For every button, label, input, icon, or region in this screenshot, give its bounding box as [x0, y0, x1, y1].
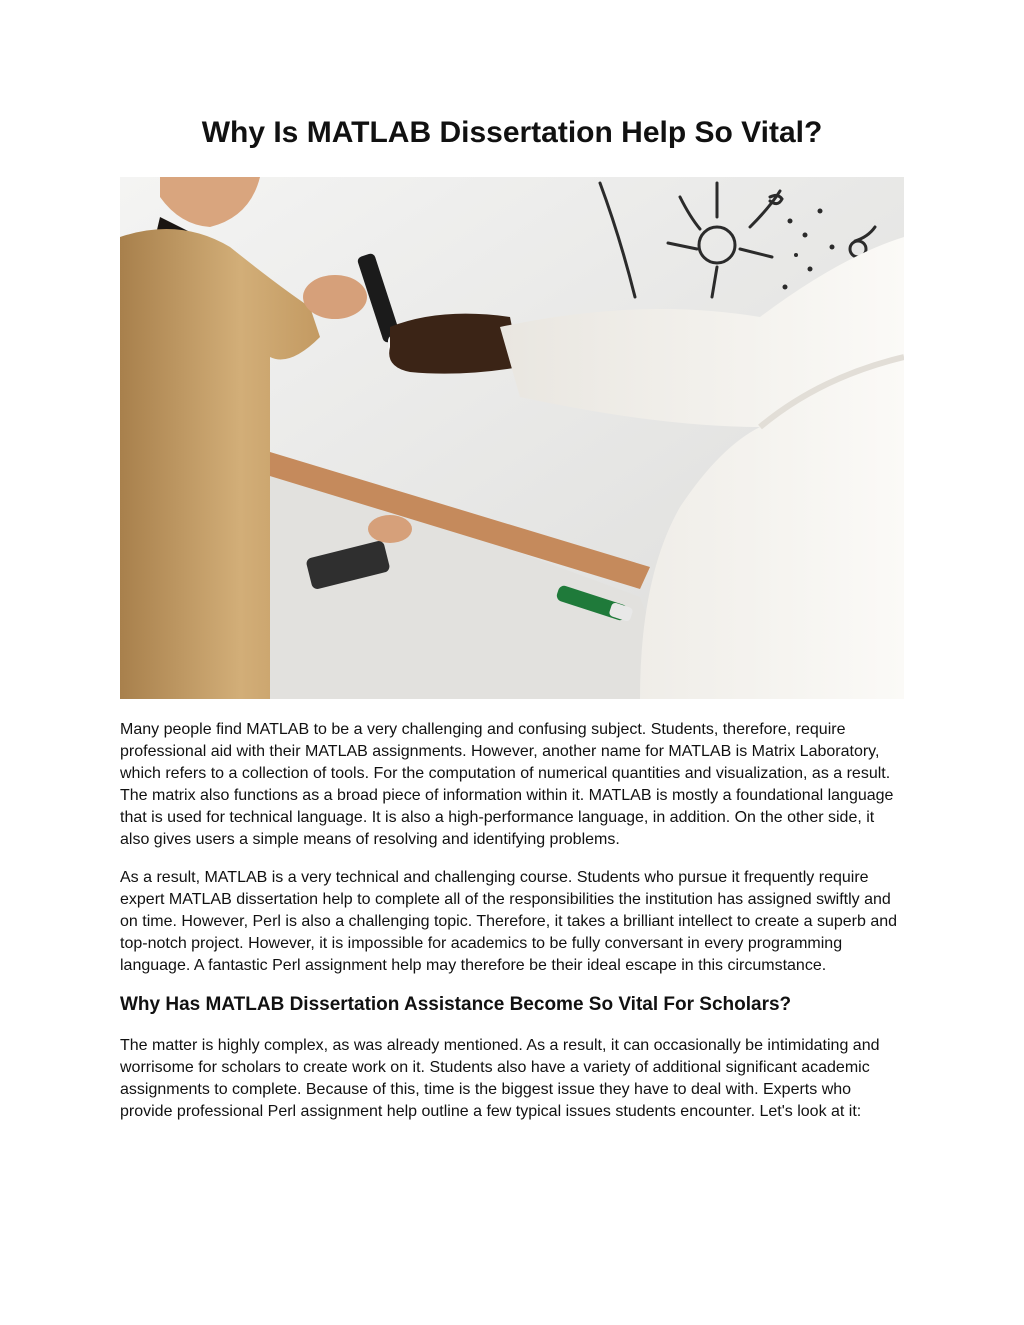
paragraph-complexity: The matter is highly complex, as was already mentioned. As a result, it can occasionally be intimidating and worrisome for scholars to create work on it. Students also have a variety of additional significant academic assignments to complete. Because of this, time is the biggest issue they have to deal with. Experts who provide professional Perl assignment help outline a few typical issues students encounter. Let's look at it:: [120, 1037, 880, 1120]
paragraph-technical-course: As a result, MATLAB is a very technical and challenging course. Students who pursue it frequently require expert MATLAB dissertation help to complete all of the responsibilities the institution has assigned swiftly and on time. However, Perl is also a challenging topic. Therefore, it takes a brilliant intellect to create a superb and top-notch project. However, it is impossible for academics to be fully conversant in every programming language. A fantastic Perl assignment help may therefore be their ideal escape in this circumstance.: [120, 869, 898, 974]
article-body: [120, 719, 904, 1139]
page-title: Why Is MATLAB Dissertation Help So Vital?: [201, 116, 823, 149]
section-heading: Why Has MATLAB Dissertation Assistance Become So Vital For Scholars?: [120, 994, 792, 1015]
paragraph-intro: Many people find MATLAB to be a very challenging and confusing subject. Students, therefore, require professional aid with their MATLAB assignments. However, another name for MATLAB is Matrix Laboratory, which refers to a collection of tools. For the computation of numerical quantities and visualization, as a result. The matrix also functions as a broad piece of information within it. MATLAB is mostly a foundational language that is used for technical language. It is also a high-performance language, in addition. On the other side, it also gives users a simple means of resolving and identifying problems.: [120, 721, 894, 848]
whiteboard-photo-icon: [120, 177, 904, 699]
hero-image: [120, 177, 904, 699]
